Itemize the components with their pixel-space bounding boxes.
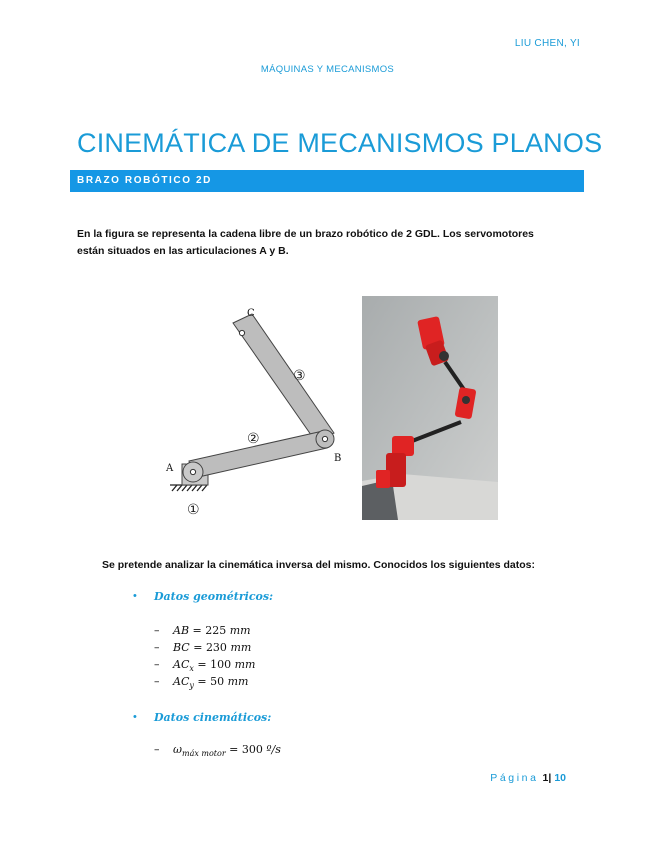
label-c: C <box>247 308 255 319</box>
label-b: B <box>334 453 342 464</box>
page-number: 1 <box>542 772 549 784</box>
mechanism-diagram <box>160 295 350 520</box>
page-footer <box>490 772 566 784</box>
bullet-geometric: • <box>133 590 137 602</box>
label-link3: ③ <box>293 368 306 384</box>
page-separator: | <box>548 772 552 784</box>
bullet-kinematic: • <box>133 711 137 723</box>
robot-arm-photo <box>362 296 498 520</box>
section-title: BRAZO ROBÓTICO 2D <box>77 175 212 186</box>
joint-c <box>239 330 244 335</box>
label-a: A <box>166 463 174 474</box>
section-bar <box>70 170 584 192</box>
geometric-heading: Datos geométricos: <box>154 590 274 603</box>
link-bc <box>233 314 334 442</box>
page-title: CINEMÁTICA DE MECANISMOS PLANOS <box>77 128 603 158</box>
ground-hatch <box>170 485 207 491</box>
intro-paragraph: En la figura se representa la cadena libre de un brazo robótico de 2 GDL. Los servomotores están situados en las articulaciones A y B. <box>77 228 534 257</box>
page-label: Página <box>490 772 539 784</box>
page-total: 10 <box>554 772 566 784</box>
author-name: LIU CHEN, YI <box>514 38 580 49</box>
label-link1: ① <box>187 502 200 518</box>
lead-paragraph: Se pretende analizar la cinemática inversa del mismo. Conocidos los siguientes datos: <box>102 559 535 571</box>
course-name: MÁQUINAS Y MECANISMOS <box>260 64 395 75</box>
kinematic-heading: Datos cinemáticos: <box>154 711 272 724</box>
label-link2: ② <box>247 431 260 447</box>
